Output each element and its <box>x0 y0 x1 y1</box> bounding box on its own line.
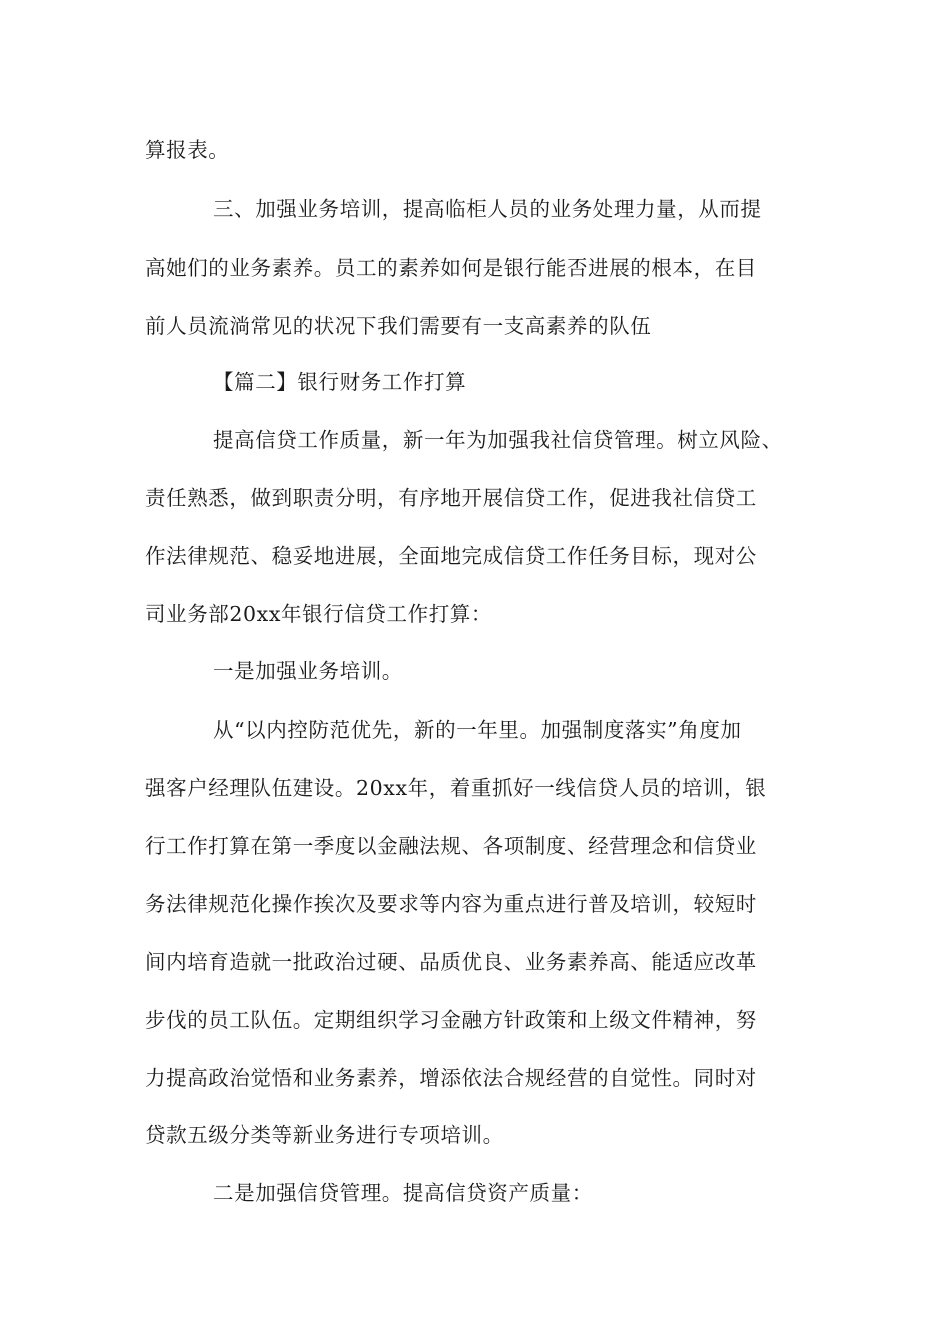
text-line: 算报表。 <box>145 138 230 162</box>
text-line: 作法律规范、稳妥地进展，全面地完成信贷工作任务目标，现对公 <box>145 544 757 568</box>
text-line: 步伐的员工队伍。定期组织学习金融方针政策和上级文件精神，努 <box>145 1008 757 1032</box>
text-line: 行工作打算在第一季度以金融法规、各项制度、经营理念和信贷业 <box>145 834 757 858</box>
paragraph-start: 三、加强业务培训，提高临柜人员的业务处理力量，从而提 <box>213 197 762 221</box>
text-line: 责任熟悉，做到职责分明，有序地开展信贷工作，促进我社信贷工 <box>145 486 757 510</box>
text-line: 司业务部20xx年银行信贷工作打算： <box>145 602 493 626</box>
text-line: 强客户经理队伍建设。20xx年，着重抓好一线信贷人员的培训，银 <box>145 776 767 800</box>
text-line: 高她们的业务素养。员工的素养如何是银行能否进展的根本，在目 <box>145 256 757 280</box>
paragraph-start: 提高信贷工作质量，新一年为加强我社信贷管理。树立风险、 <box>213 428 783 452</box>
text-line: 务法律规范化操作挨次及要求等内容为重点进行普及培训，较短时 <box>145 892 757 916</box>
text-line: 贷款五级分类等新业务进行专项培训。 <box>145 1123 504 1147</box>
text-line: 间内培育造就一批政治过硬、品质优良、业务素养高、能适应改革 <box>145 950 757 974</box>
text-line: 前人员流淌常见的状况下我们需要有一支高素养的队伍 <box>145 314 652 338</box>
section-heading: 【篇二】银行财务工作打算 <box>213 370 467 394</box>
subheading: 一是加强业务培训。 <box>213 659 403 683</box>
subheading: 二是加强信贷管理。提高信贷资产质量： <box>213 1181 593 1205</box>
paragraph-start: 从“以内控防范优先，新的一年里。加强制度落实”角度加 <box>213 718 742 742</box>
text-line: 力提高政治觉悟和业务素养，增添依法合规经营的自觉性。同时对 <box>145 1066 757 1090</box>
